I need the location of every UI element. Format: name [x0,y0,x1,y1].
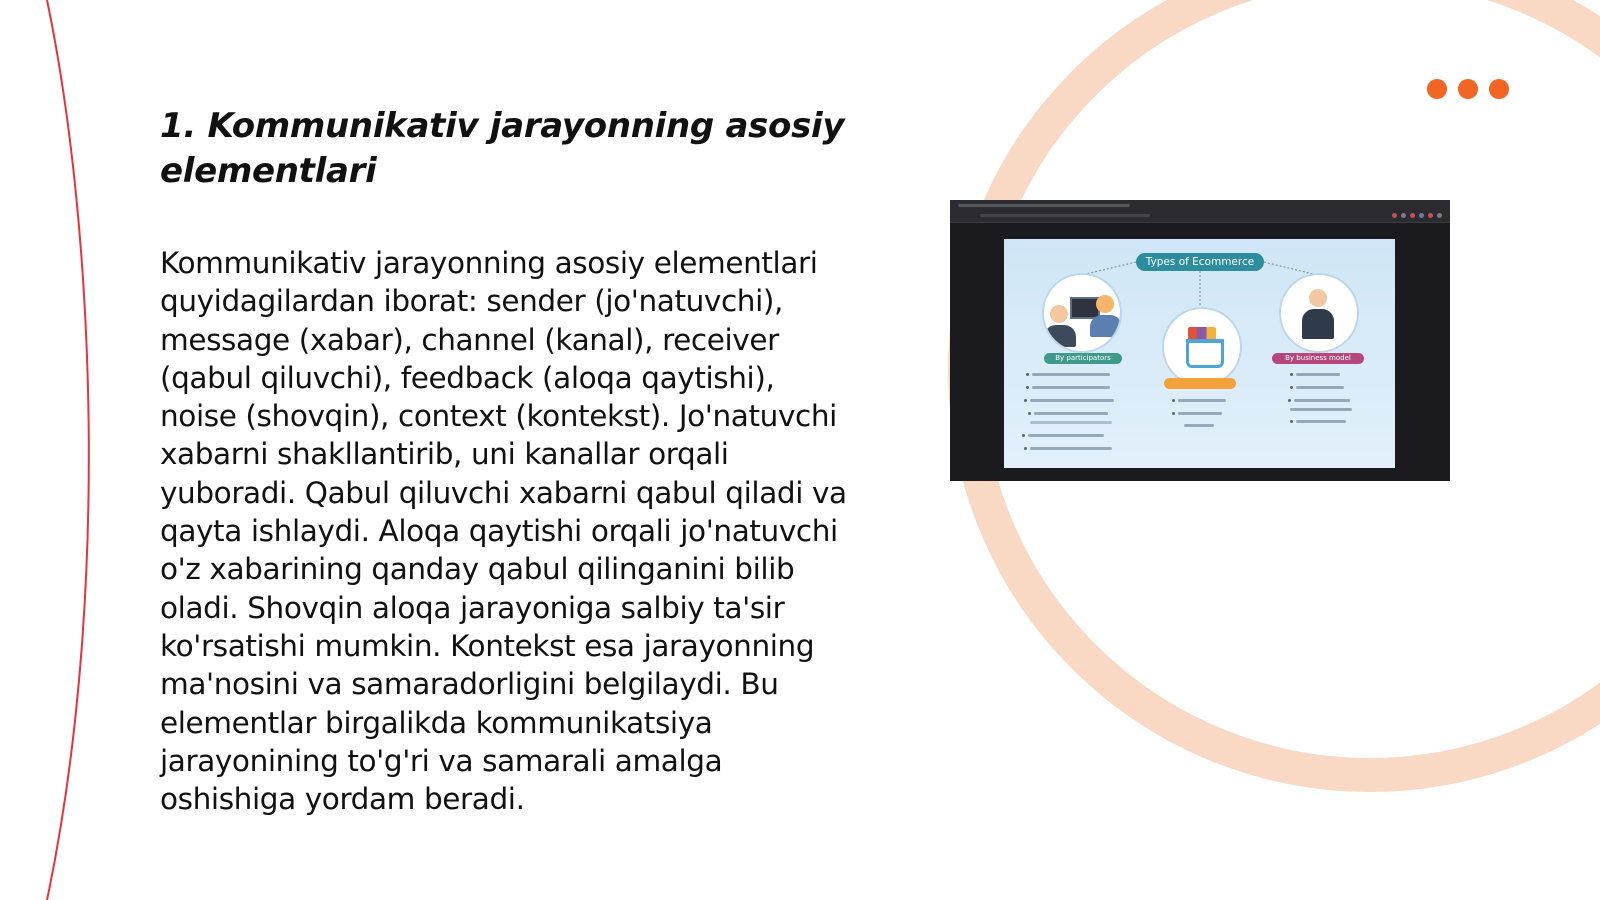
person-icon [1096,295,1114,313]
list-item [1296,386,1344,389]
shopping-cart-icon [1186,339,1224,368]
person-body [1090,315,1122,337]
list-bullet [1026,386,1029,389]
list-bullet [1290,386,1293,389]
person-icon [1050,305,1068,323]
extension-icon [1410,213,1415,218]
list-item [1034,412,1108,415]
list-item [1296,373,1340,376]
list-bullet [1028,412,1031,415]
list-bullet [1288,399,1291,402]
list-bullet [1172,399,1175,402]
list-bullet [1290,420,1293,423]
dot-icon [1427,79,1447,99]
products-label [1164,378,1236,389]
left-red-curve [47,0,89,900]
address-bar [980,214,1150,217]
slide-body-text: Kommunikativ jarayonning asosiy elementlari quyidagilardan iborat: sender (jo'natuvchi), message (xabar), channel (kanal), receiver (qabul qiluvchi), feedback (aloqa qaytishi), noise (shovqin), context (kontekst). Jo'natuvchi xabarni shakllantirib, uni kanallar orqali yuboradi. Qabul qiluvchi xabarni qabul qiladi va qayta ishlaydi. Aloqa qaytishi orqali jo'natuvchi o'z xabarining qanday qabul qilinganini bilib oladi. Shovqin aloqa jarayoniga salbiy ta'sir ko'rsatishi mumkin. Kontekst esa jarayonning ma'nosini va samaradorligini belgilaydi. Bu elementlar birgalikda kommunikatsiya jarayonining to'g'ri va samarali amalga oshishiga yordam beradi. [160,246,847,817]
ecommerce-slide [1004,239,1395,468]
participators-label: By participators [1044,353,1122,364]
embedded-screenshot [950,200,1450,481]
slide-title: 1. Kommunikativ jarayonning asosiy elementlari [160,106,845,191]
list-item [1032,373,1110,376]
list-bullet [1022,434,1025,437]
extension-icon [1401,213,1406,218]
person-body [1044,325,1076,347]
list-bullet [1172,412,1175,415]
list-item [1032,386,1110,389]
list-item [1178,399,1226,402]
list-item [1296,420,1346,423]
list-item [1030,421,1112,424]
list-bullet [1024,447,1027,450]
list-item [1184,424,1214,427]
person-icon [1309,289,1327,307]
business-model-illustration [1279,273,1359,353]
list-bullet [1024,399,1027,402]
extension-icon [1392,213,1397,218]
participators-illustration [1042,273,1122,353]
list-bullet [1026,373,1029,376]
list-item [1030,399,1114,402]
list-item [1030,447,1112,450]
extension-icon [1428,213,1433,218]
list-bullet [1290,373,1293,376]
dot-icon [1489,79,1509,99]
slide-heading: Types of Ecommerce [1136,253,1264,271]
browser-toolbar [950,200,1450,223]
list-item [1178,412,1222,415]
list-item [1290,408,1352,411]
list-item [1028,434,1104,437]
more-options-menu[interactable] [1427,79,1509,99]
menu-bar [958,204,1130,207]
list-item [1294,399,1350,402]
dot-icon [1458,79,1478,99]
extension-icon [1419,213,1424,218]
cart-illustration [1162,307,1242,387]
toolbar-icons [1392,213,1442,218]
businessman-body [1302,309,1334,339]
business-model-label: By business model [1272,353,1364,364]
extension-icon [1437,213,1442,218]
